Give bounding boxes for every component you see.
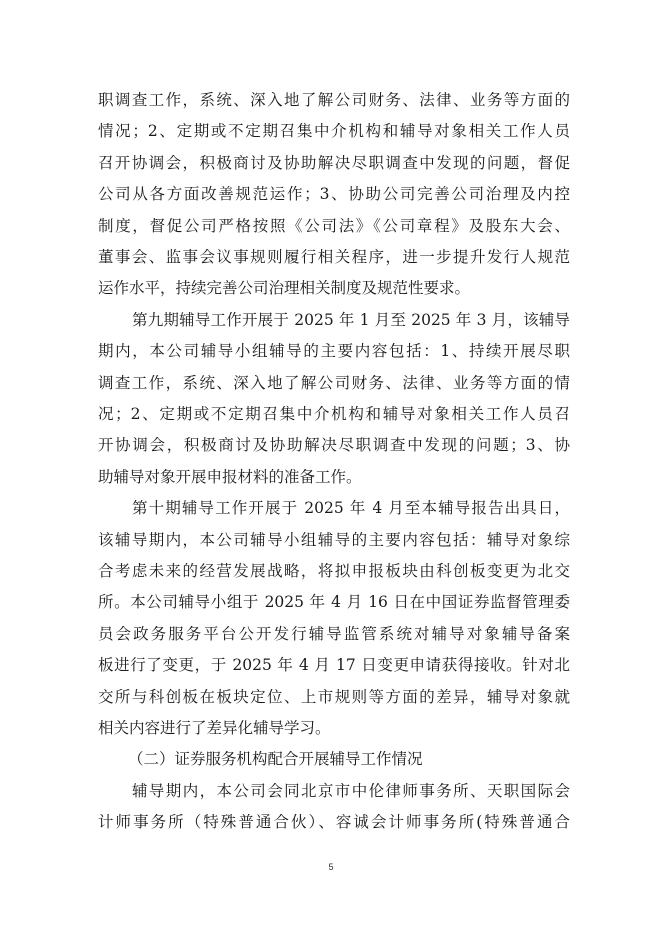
text-line: 召开协调会，积极商讨及协助解决尽职调查中发现的问题，督促 — [98, 154, 570, 172]
text-line: 交所与科创板在板块定位、上市规则等方面的差异，辅导对象就 — [98, 688, 570, 706]
paragraph-first-line: 辅导期内，本公司会同北京市中伦律师事务所、天职国际会 — [132, 782, 570, 800]
text-line: 开协调会，积极商讨及协助解决尽职调查中发现的问题；3、协 — [98, 436, 570, 454]
text-line: 调查工作，系统、深入地了解公司财务、法律、业务等方面的情 — [98, 374, 570, 392]
paragraph-first-line: 第十期辅导工作开展于 2025 年 4 月至本辅导报告出具日， — [132, 499, 570, 517]
text-line: 助辅导对象开展申报材料的准备工作。 — [98, 468, 362, 486]
text-line: 制度，督促公司严格按照《公司法》《公司章程》及股东大会、 — [98, 217, 570, 235]
section-heading: （二）证券服务机构配合开展辅导工作情况 — [128, 750, 423, 768]
text-line: 板进行了变更，于 2025 年 4 月 17 日变更申请获得接收。针对北 — [98, 656, 570, 674]
paragraph-first-line: 第九期辅导工作开展于 2025 年 1 月至 2025 年 3 月，该辅导 — [132, 311, 570, 329]
text-line: 合考虑未来的经营发展战略，将拟申报板块由科创板变更为北交 — [98, 562, 570, 580]
text-line: 该辅导期内，本公司辅导小组辅导的主要内容包括：辅导对象综 — [98, 531, 570, 549]
text-line: 所。本公司辅导小组于 2025 年 4 月 16 日在中国证券监督管理委 — [98, 593, 570, 611]
text-line: 运作水平，持续完善公司治理相关制度及规范性要求。 — [98, 279, 471, 297]
text-line: 况；2、定期或不定期召集中介机构和辅导对象相关工作人员召 — [98, 405, 570, 423]
text-line: 情况；2、定期或不定期召集中介机构和辅导对象相关工作人员 — [98, 122, 570, 140]
text-line: 期内，本公司辅导小组辅导的主要内容包括：1、持续开展尽职 — [98, 342, 570, 360]
text-line: 公司从各方面改善规范运作；3、协助公司完善公司治理及内控 — [98, 185, 570, 203]
page-number: 5 — [328, 862, 334, 872]
text-line: 相关内容进行了差异化辅导学习。 — [98, 719, 331, 737]
text-line: 董事会、监事会议事规则履行相关程序，进一步提升发行人规范 — [98, 248, 570, 266]
text-line: 员会政务服务平台公开发行辅导监管系统对辅导对象辅导备案 — [98, 625, 570, 643]
text-line: 职调查工作，系统、深入地了解公司财务、法律、业务等方面的 — [98, 91, 570, 109]
text-line: 计师事务所（特殊普通合伙）、容诚会计师事务所(特殊普通合 — [98, 813, 570, 831]
